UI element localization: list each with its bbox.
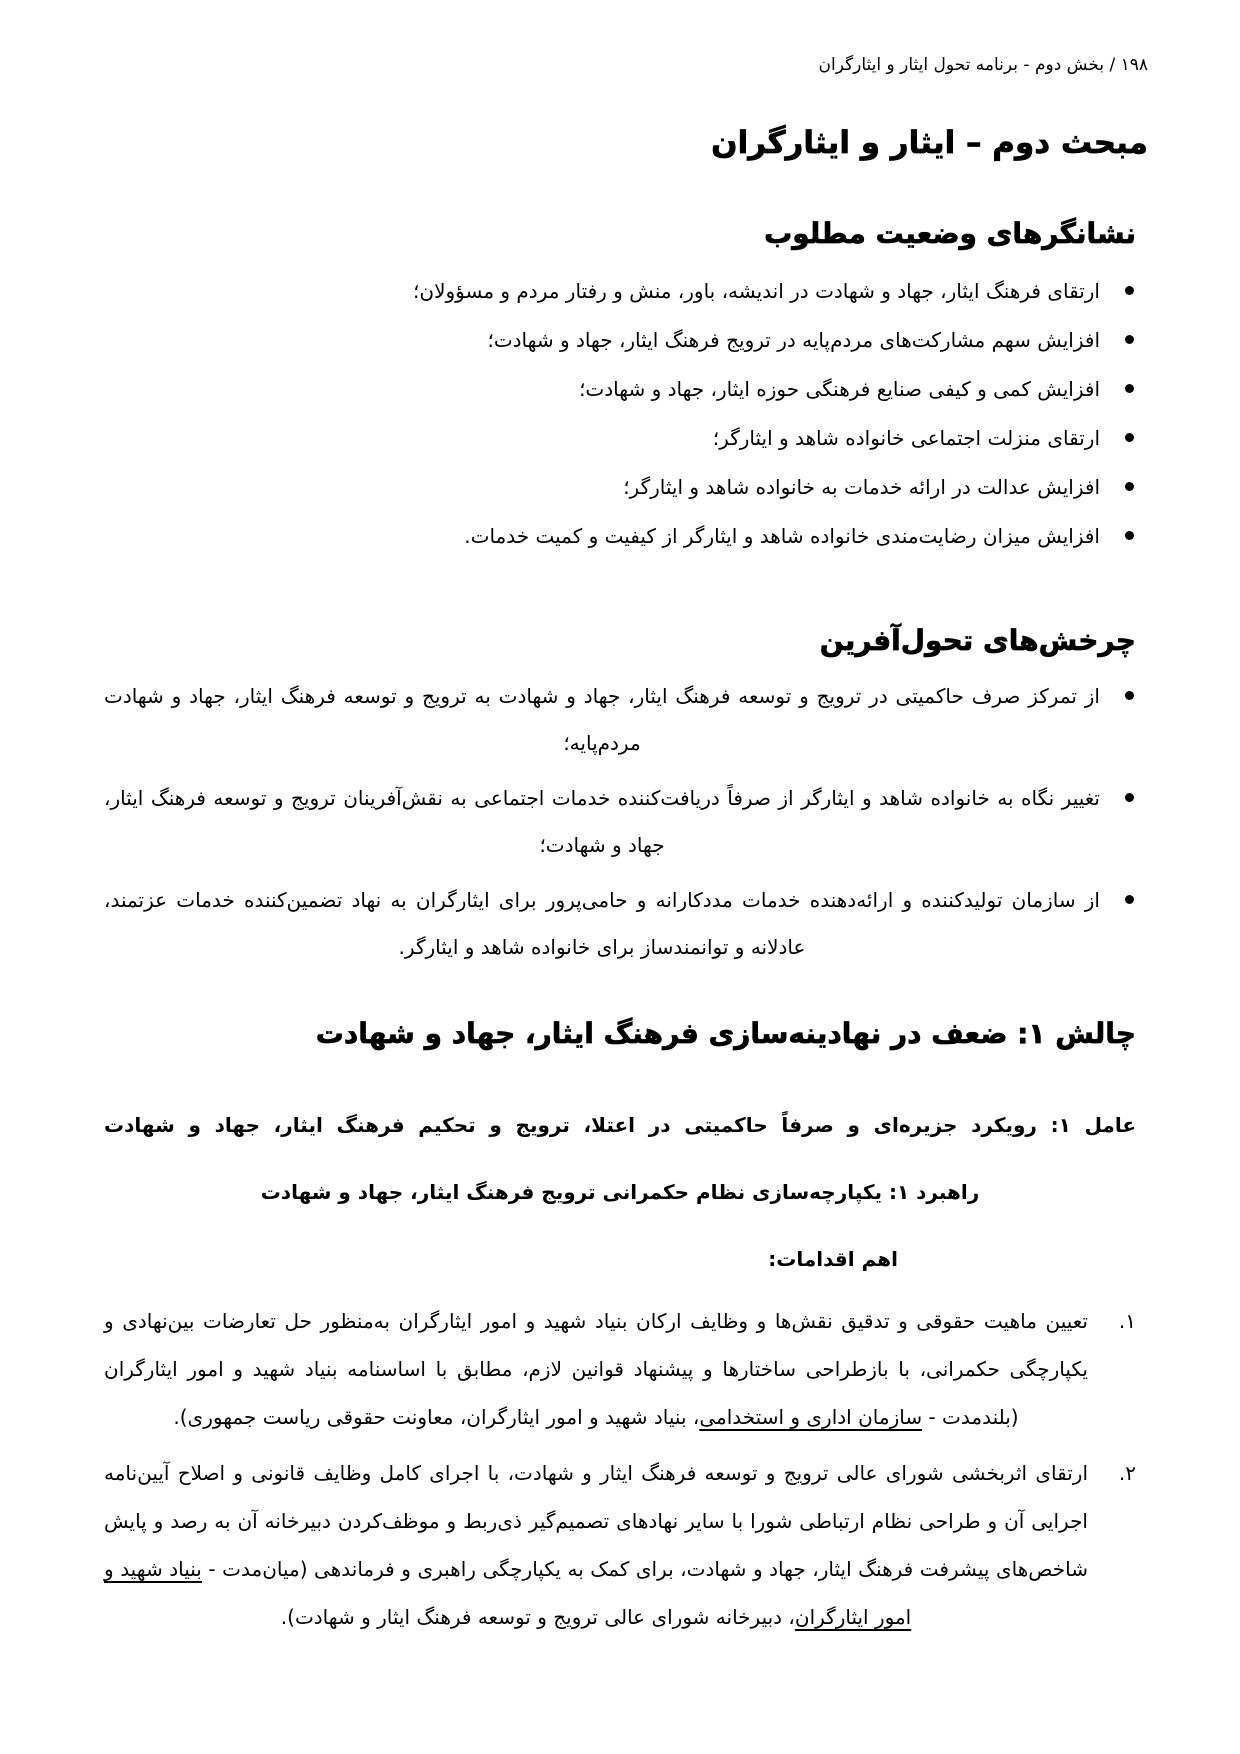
- list-item: [104, 415, 1136, 462]
- list-item-text: از سازمان تولیدکننده و ارائه‌دهنده خدمات مددکارانه و حامی‌پرور برای ایثارگران به نهاد تضمین‌کننده خدمات عزتمند، عادلانه و توانمندساز برای خانواده شاهد و ایثارگر.: [104, 888, 1100, 959]
- list-item-text: از تمرکز صرف حاکمیتی در ترویج و توسعه فرهنگ ایثار، جهاد و شهادت به ترویج و توسعه فرهنگ ایثار، جهاد و شهادت مردم‌پایه؛: [104, 684, 1100, 755]
- list-item: [104, 775, 1136, 869]
- list-item-text: افزایش میزان رضایت‌مندی خانواده شاهد و ایثارگر از کیفیت و کمیت خدمات.: [464, 524, 1100, 548]
- action-text-underlined: بنیاد شهید و امور ایثارگران: [104, 1557, 912, 1629]
- list-item: [104, 268, 1136, 315]
- action-text: تعیین ماهیت حقوقی و تدقیق نقش‌ها و وظایف ارکان بنیاد شهید و امور ایثارگران به‌منظور حل تعارضات بین‌نهادی و یکپارچگی حکمرانی، با بازطراحی ساختارها و پیشنهاد قوانین لازم، مطابق با اساسنامه بنیاد شهید و امور ایثارگران (بلندمدت -: [104, 1309, 1088, 1429]
- action-text: ارتقای اثربخشی شورای عالی ترویج و توسعه فرهنگ ایثار و شهادت، با اجرای کامل وظایف قانونی و اصلاح آیین‌نامه اجرایی آن و طراحی نظام ارتباطی شورا با سایر نهادهای تصمیم‌گیر ذی‌ربط و موظف‌کردن دبیرخانه آن به رصد و پایش شاخص‌های پیشرفت فرهنگ ایثار، جهاد و شهادت، برای کمک به یکپارچگی راهبری و فرماندهی (میان‌مدت -: [104, 1461, 1088, 1581]
- bullet-icon: [1125, 793, 1134, 802]
- bullet-icon: [1125, 531, 1134, 540]
- page-header-text: ۱۹۸ / بخش دوم - برنامه تحول ایثار و ایثارگران: [818, 55, 1148, 75]
- bullet-icon: [1125, 433, 1134, 442]
- list-item: [104, 877, 1136, 971]
- action-number: ۲.: [1118, 1461, 1136, 1485]
- list-item-text: افزایش سهم مشارکت‌های مردم‌پایه در ترویج فرهنگ ایثار، جهاد و شهادت؛: [487, 328, 1100, 352]
- action-item: [104, 1449, 1136, 1641]
- factor-line: عامل ۱: رویکرد جزیره‌ای و صرفاً حاکمیتی در اعتلا، ترویج و تحکیم فرهنگ ایثار، جهاد و شهادت: [104, 1113, 1136, 1137]
- list-item-text: ارتقای منزلت اجتماعی خانواده شاهد و ایثارگر؛: [712, 426, 1100, 450]
- list-item: [104, 464, 1136, 511]
- action-text: ، دبیرخانه شورای عالی ترویج و توسعه فرهنگ ایثار و شهادت).: [280, 1605, 795, 1629]
- page-content: [92, 217, 1148, 1641]
- bullet-icon: [1125, 691, 1134, 700]
- action-number: ۱.: [1118, 1309, 1136, 1333]
- action-item: [104, 1297, 1136, 1441]
- list-item-text: ارتقای فرهنگ ایثار، جهاد و شهادت در اندیشه، باور، منش و رفتار مردم و مسؤولان؛: [413, 279, 1100, 303]
- bullet-icon: [1125, 482, 1134, 491]
- list-item: [104, 673, 1136, 767]
- bullet-icon: [1125, 895, 1134, 904]
- list-item-text: افزایش عدالت در ارائه خدمات به خانواده شاهد و ایثارگر؛: [623, 475, 1100, 499]
- list-item: [104, 366, 1136, 413]
- bullet-icon: [1125, 384, 1134, 393]
- strategy-line: راهبرد ۱: یکپارچه‌سازی نظام حکمرانی ترویج فرهنگ ایثار، جهاد و شهادت: [260, 1180, 980, 1204]
- bullet-icon: [1125, 335, 1134, 344]
- page-title: مبحث دوم – ایثار و ایثارگران: [711, 125, 1148, 161]
- list-item-text: تغییر نگاه به خانواده شاهد و ایثارگر از صرفاً دریافت‌کننده خدمات اجتماعی به نقش‌آفرینان ترویج و توسعه فرهنگ ایثار، جهاد و شهادت؛: [104, 786, 1100, 857]
- page-header: [92, 55, 1148, 75]
- pivots-list: [104, 673, 1136, 971]
- list-item-text: افزایش کمی و کیفی صنایع فرهنگی حوزه ایثار، جهاد و شهادت؛: [579, 377, 1100, 401]
- list-item: [104, 513, 1136, 560]
- section-heading-pivots: چرخش‌های تحول‌آفرین: [819, 624, 1136, 657]
- action-text-underlined: سازمان اداری و استخدامی: [699, 1405, 923, 1429]
- actions-label: اهم اقدامات:: [768, 1247, 898, 1271]
- action-text: ، بنیاد شهید و امور ایثارگران، معاونت حقوقی ریاست جمهوری).: [173, 1405, 700, 1429]
- actions-list: [104, 1297, 1136, 1641]
- indicators-list: [104, 268, 1136, 560]
- bullet-icon: [1125, 286, 1134, 295]
- section-heading-challenge: چالش ۱: ضعف در نهادینه‌سازی فرهنگ ایثار، جهاد و شهادت: [315, 1017, 1136, 1050]
- section-heading-indicators: نشانگرهای وضعیت مطلوب: [764, 217, 1136, 250]
- list-item: [104, 317, 1136, 364]
